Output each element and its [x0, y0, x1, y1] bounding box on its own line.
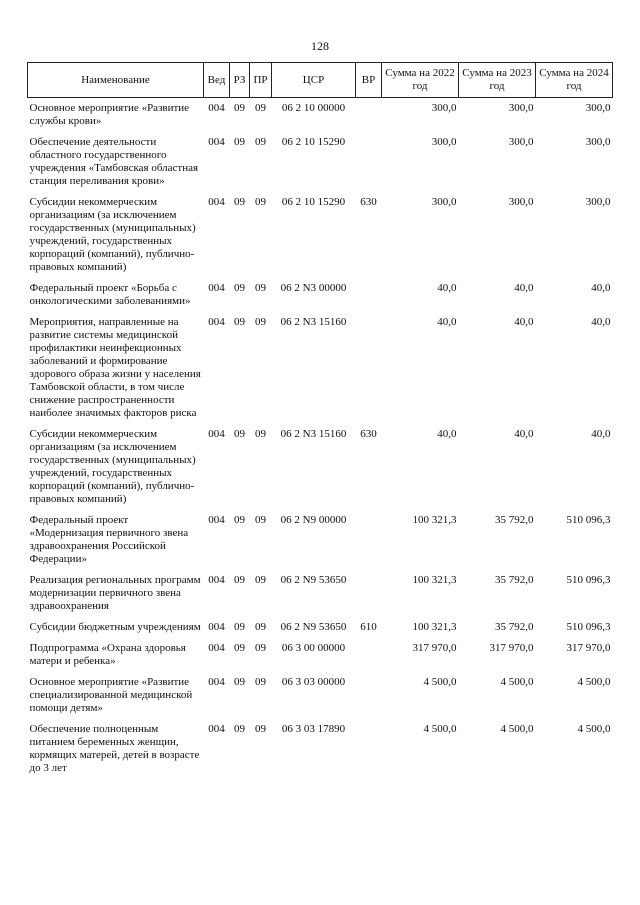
- row-sum-2023-cell: 300,0: [508, 136, 534, 148]
- row-sum-2023-cell: 300,0: [508, 196, 534, 208]
- row-csr-cell: 06 2 N9 53650: [280, 574, 347, 586]
- row-ved-cell: 004: [208, 621, 225, 633]
- row-csr-cell: 06 2 10 00000: [281, 102, 346, 114]
- table-row: [28, 98, 613, 133]
- row-ved-cell: 004: [208, 136, 225, 148]
- row-pr-cell: 09: [255, 676, 266, 688]
- row-ved-cell: 004: [208, 102, 225, 114]
- row-name-cell: Основное мероприятие «Развитие службы крови»: [29, 102, 190, 127]
- row-pr-cell: 09: [255, 514, 266, 526]
- row-vr-cell: [356, 312, 382, 424]
- header-ved: Вед: [204, 63, 230, 98]
- row-sum-2022-cell: 300,0: [431, 136, 457, 148]
- row-ved-cell: 004: [208, 196, 225, 208]
- row-ved-cell: 004: [208, 642, 225, 654]
- row-rz-cell: 09: [234, 428, 245, 440]
- row-sum-2023-cell: 4 500,0: [500, 723, 534, 735]
- row-ved-cell: 004: [208, 282, 225, 294]
- row-name-cell: Федеральный проект «Модернизация первичного звена здравоохранения Российской Федерации»: [29, 514, 189, 565]
- row-rz-cell: 09: [234, 642, 245, 654]
- header-rz: РЗ: [230, 63, 250, 98]
- table-row: [28, 672, 613, 719]
- row-csr-cell: 06 2 10 15290: [281, 136, 346, 148]
- row-ved-cell: 004: [208, 723, 225, 735]
- row-csr-cell: 06 3 03 00000: [281, 676, 346, 688]
- row-csr-cell: 06 3 00 00000: [281, 642, 346, 654]
- row-rz-cell: 09: [234, 676, 245, 688]
- row-name-cell: Федеральный проект «Борьба с онкологическими заболеваниями»: [29, 282, 191, 307]
- row-sum-2024-cell: 40,0: [591, 316, 611, 328]
- row-sum-2023-cell: 4 500,0: [500, 676, 534, 688]
- row-sum-2022-cell: 40,0: [437, 316, 457, 328]
- row-ved-cell: 004: [208, 428, 225, 440]
- row-pr-cell: 09: [255, 136, 266, 148]
- row-csr-cell: 06 2 N3 15160: [280, 316, 347, 328]
- row-sum-2023-cell: 40,0: [514, 316, 534, 328]
- row-csr-cell: 06 2 N9 00000: [280, 514, 347, 526]
- row-pr-cell: 09: [255, 316, 266, 328]
- row-pr-cell: 09: [255, 282, 266, 294]
- row-vr-cell: 610: [360, 621, 377, 633]
- row-sum-2024-cell: 40,0: [591, 282, 611, 294]
- row-sum-2023-cell: 300,0: [508, 102, 534, 114]
- row-pr-cell: 09: [255, 574, 266, 586]
- header-sum-2022: Сумма на 2022 год: [382, 63, 459, 98]
- table-header-row: [28, 63, 613, 98]
- row-pr-cell: 09: [255, 621, 266, 633]
- table-row: [28, 192, 613, 278]
- header-sum-2024: Сумма на 2024 год: [536, 63, 613, 98]
- row-rz-cell: 09: [234, 102, 245, 114]
- row-name-cell: Субсидии некоммерческим организациям (за исключением государственных (муниципальных) учреждений, государственных корпораций (компаний), публично-правовых компаний): [29, 428, 196, 505]
- row-name-cell: Реализация региональных программ модернизации первичного звена здравоохранения: [29, 574, 201, 612]
- row-csr-cell: 06 2 N3 15160: [280, 428, 347, 440]
- row-rz-cell: 09: [234, 316, 245, 328]
- row-name-cell: Субсидии некоммерческим организациям (за исключением государственных (муниципальных) учреждений, государственных корпораций (компаний), публично-правовых компаний): [29, 196, 196, 273]
- row-rz-cell: 09: [234, 574, 245, 586]
- row-ved-cell: 004: [208, 676, 225, 688]
- row-sum-2022-cell: 100 321,3: [412, 574, 457, 586]
- row-rz-cell: 09: [234, 621, 245, 633]
- table-row: [28, 719, 613, 779]
- row-sum-2022-cell: 4 500,0: [423, 676, 457, 688]
- row-sum-2022-cell: 300,0: [431, 196, 457, 208]
- table-row: [28, 570, 613, 617]
- row-name-cell: Обеспечение полноценным питанием беременных женщин, кормящих матерей, детей в возрасте до 3 лет: [29, 723, 200, 774]
- row-vr-cell: [356, 638, 382, 672]
- row-sum-2024-cell: 317 970,0: [566, 642, 611, 654]
- row-name-cell: Мероприятия, направленные на развитие системы медицинской профилактики неинфекционных заболеваний и формирование здорового образа жизни у населения Тамбовской области, в том числе снижение распространенности наиболее значимых факторов риска: [29, 316, 201, 419]
- row-vr-cell: 630: [360, 428, 377, 440]
- row-sum-2022-cell: 40,0: [437, 428, 457, 440]
- row-sum-2023-cell: 317 970,0: [489, 642, 534, 654]
- row-vr-cell: [356, 132, 382, 192]
- row-csr-cell: 06 2 10 15290: [281, 196, 346, 208]
- row-rz-cell: 09: [234, 136, 245, 148]
- row-sum-2022-cell: 100 321,3: [412, 514, 457, 526]
- row-sum-2024-cell: 510 096,3: [566, 621, 611, 633]
- row-sum-2023-cell: 35 792,0: [495, 514, 534, 526]
- row-sum-2022-cell: 40,0: [437, 282, 457, 294]
- table-body: [28, 98, 613, 780]
- row-sum-2024-cell: 40,0: [591, 428, 611, 440]
- row-sum-2022-cell: 317 970,0: [412, 642, 457, 654]
- header-vr: ВР: [356, 63, 382, 98]
- row-sum-2024-cell: 510 096,3: [566, 514, 611, 526]
- table-row: [28, 638, 613, 672]
- row-vr-cell: [356, 98, 382, 133]
- row-sum-2024-cell: 300,0: [585, 136, 611, 148]
- row-ved-cell: 004: [208, 316, 225, 328]
- table-row: [28, 617, 613, 638]
- table-row: [28, 424, 613, 510]
- row-sum-2023-cell: 35 792,0: [495, 574, 534, 586]
- row-rz-cell: 09: [234, 723, 245, 735]
- header-sum-2023: Сумма на 2023 год: [459, 63, 536, 98]
- table-row: [28, 312, 613, 424]
- header-pr: ПР: [250, 63, 272, 98]
- row-vr-cell: 630: [360, 196, 377, 208]
- row-vr-cell: [356, 719, 382, 779]
- row-pr-cell: 09: [255, 102, 266, 114]
- row-rz-cell: 09: [234, 282, 245, 294]
- header-name: Наименование: [28, 63, 204, 98]
- row-sum-2023-cell: 40,0: [514, 428, 534, 440]
- row-sum-2024-cell: 510 096,3: [566, 574, 611, 586]
- row-rz-cell: 09: [234, 514, 245, 526]
- header-csr: ЦСР: [272, 63, 356, 98]
- row-csr-cell: 06 2 N3 00000: [280, 282, 347, 294]
- row-pr-cell: 09: [255, 428, 266, 440]
- budget-table: [27, 62, 613, 779]
- page-number: 128: [311, 39, 329, 53]
- row-ved-cell: 004: [208, 574, 225, 586]
- row-sum-2023-cell: 40,0: [514, 282, 534, 294]
- row-sum-2022-cell: 4 500,0: [423, 723, 457, 735]
- row-sum-2024-cell: 300,0: [585, 196, 611, 208]
- row-pr-cell: 09: [255, 642, 266, 654]
- row-vr-cell: [356, 510, 382, 570]
- row-sum-2024-cell: 300,0: [585, 102, 611, 114]
- row-vr-cell: [356, 672, 382, 719]
- table-row: [28, 278, 613, 312]
- row-pr-cell: 09: [255, 196, 266, 208]
- row-csr-cell: 06 3 03 17890: [281, 723, 346, 735]
- table-row: [28, 132, 613, 192]
- row-rz-cell: 09: [234, 196, 245, 208]
- row-sum-2023-cell: 35 792,0: [495, 621, 534, 633]
- row-sum-2024-cell: 4 500,0: [577, 723, 611, 735]
- row-vr-cell: [356, 278, 382, 312]
- row-vr-cell: [356, 570, 382, 617]
- row-csr-cell: 06 2 N9 53650: [280, 621, 347, 633]
- row-name-cell: Подпрограмма «Охрана здоровья матери и ребенка»: [29, 642, 186, 667]
- row-ved-cell: 004: [208, 514, 225, 526]
- row-name-cell: Обеспечение деятельности областного государственного учреждения «Тамбовская областная станция переливания крови»: [29, 136, 199, 187]
- row-sum-2024-cell: 4 500,0: [577, 676, 611, 688]
- row-sum-2022-cell: 100 321,3: [412, 621, 457, 633]
- table-row: [28, 510, 613, 570]
- row-name-cell: Основное мероприятие «Развитие специализированной медицинской помощи детям»: [29, 676, 193, 714]
- row-name-cell: Субсидии бюджетным учреждениям: [29, 621, 201, 633]
- row-pr-cell: 09: [255, 723, 266, 735]
- row-sum-2022-cell: 300,0: [431, 102, 457, 114]
